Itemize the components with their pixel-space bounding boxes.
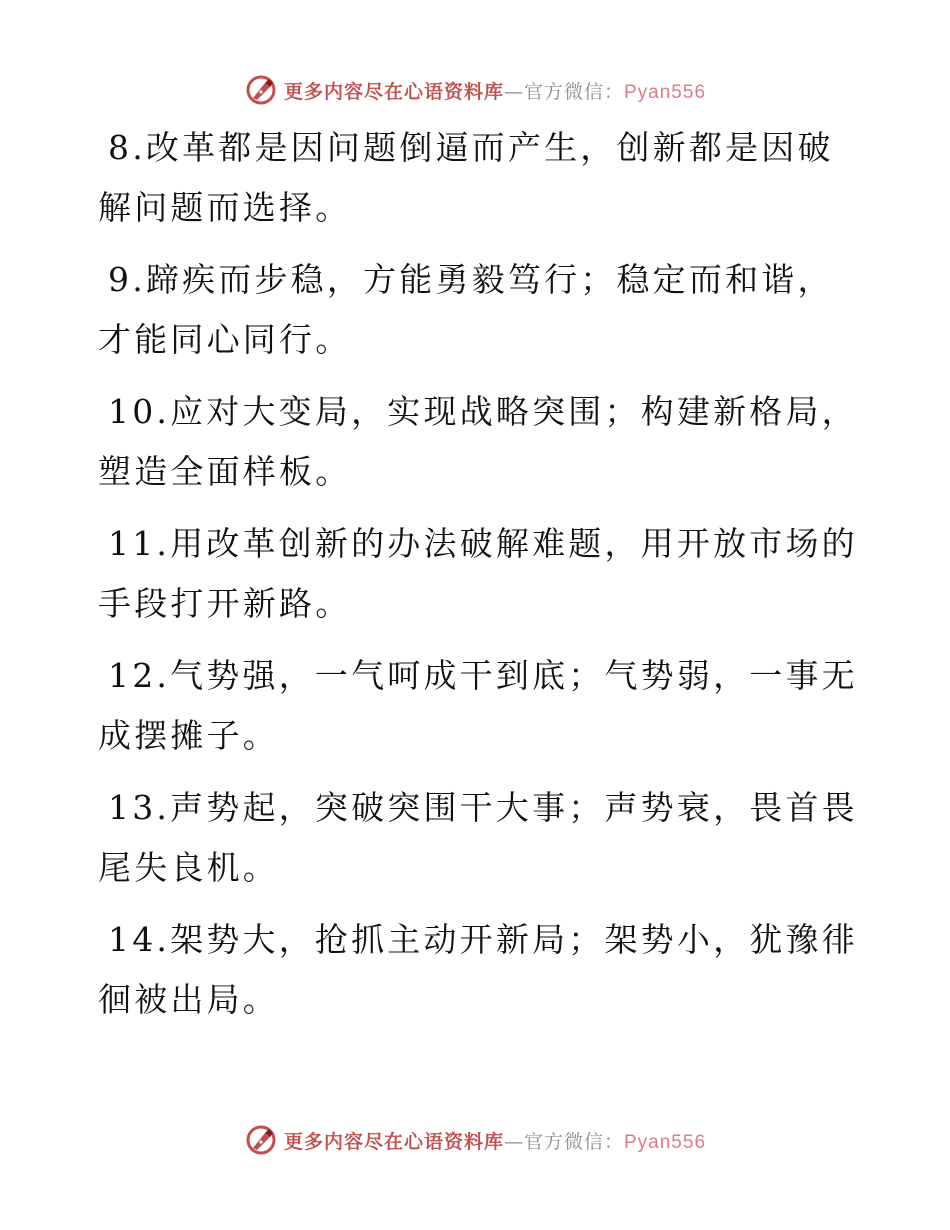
header-wechat-id: Pyan556 xyxy=(624,81,707,103)
footer-wechat-label: 官方微信： xyxy=(523,1130,624,1153)
list-item: 10.应对大变局，实现战略突围；构建新格局，塑造全面样板。 xyxy=(98,392,858,491)
header-dash: — xyxy=(503,80,524,103)
list-item: 12.气势强，一气呵成干到底；气势弱，一事无成摆摊子。 xyxy=(98,656,858,755)
header-banner xyxy=(0,70,950,110)
list-item: 11.用改革创新的办法破解难题，用开放市场的手段打开新路。 xyxy=(98,524,858,623)
header-library-name: 更多内容尽在心语资料库 xyxy=(283,80,504,103)
footer-text xyxy=(284,1127,706,1154)
footer-wechat-id: Pyan556 xyxy=(624,1131,707,1153)
list-item: 8.改革都是因问题倒逼而产生，创新都是因破解问题而选择。 xyxy=(98,128,834,227)
header-text xyxy=(284,77,706,104)
footer-library-name: 更多内容尽在心语资料库 xyxy=(283,1130,504,1153)
pen-nib-logo-icon xyxy=(244,73,278,107)
document-body xyxy=(98,118,858,1042)
list-item: 9.蹄疾而步稳，方能勇毅笃行；稳定而和谐，才能同心同行。 xyxy=(98,260,834,359)
list-item: 13.声势起，突破突围干大事；声势衰，畏首畏尾失良机。 xyxy=(98,788,858,887)
list-item: 14.架势大，抢抓主动开新局；架势小，犹豫徘徊被出局。 xyxy=(98,920,858,1019)
pen-nib-logo-icon xyxy=(244,1123,278,1157)
footer-dash: — xyxy=(503,1130,524,1153)
header-wechat-label: 官方微信： xyxy=(523,80,624,103)
footer-banner xyxy=(0,1120,950,1160)
